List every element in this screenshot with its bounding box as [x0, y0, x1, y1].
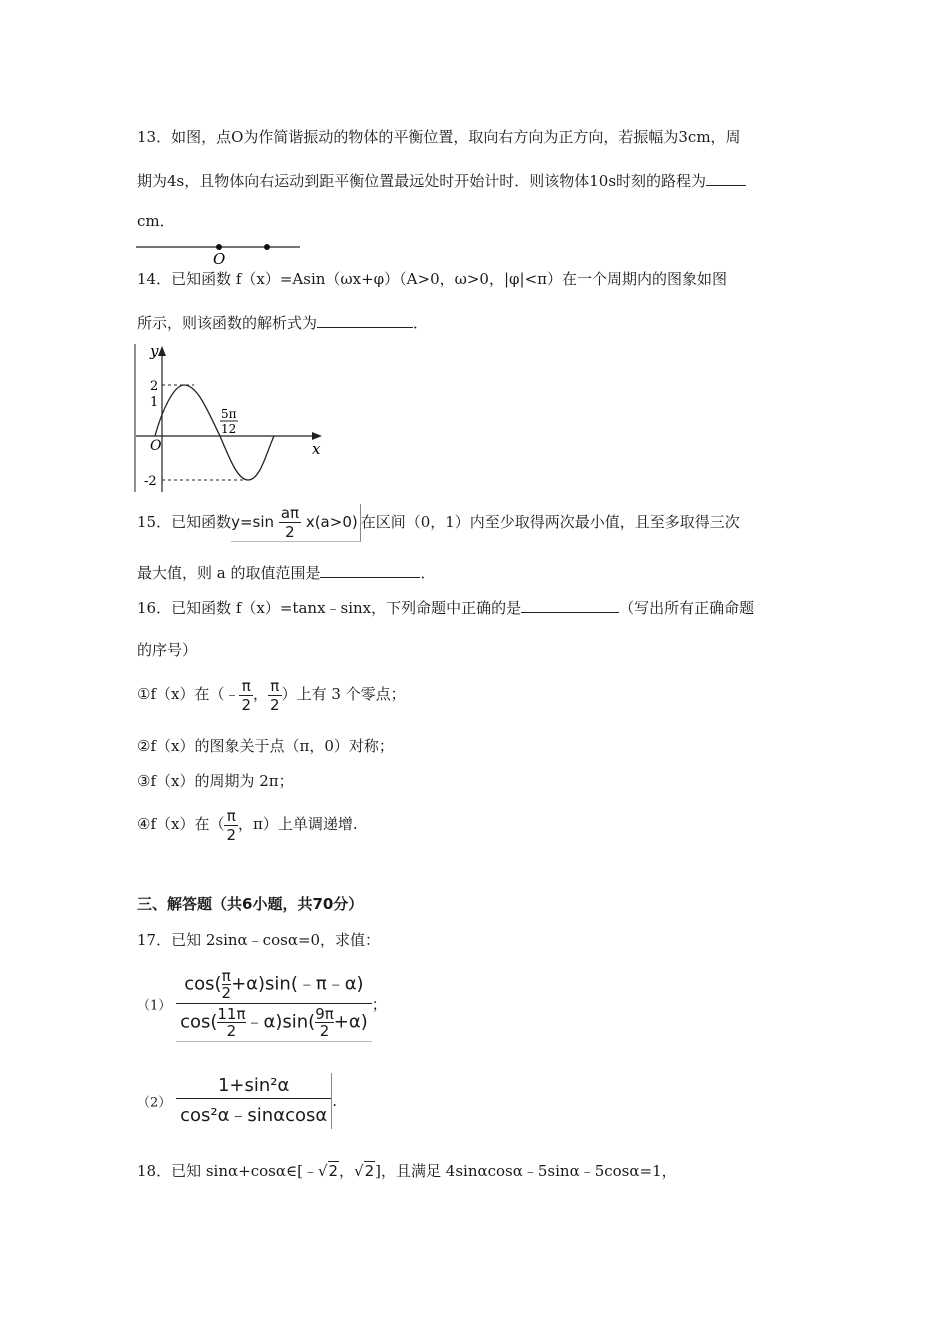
- q16-answer-blank: [521, 598, 619, 613]
- q17-p1-bot-num-2: 9π: [315, 1005, 334, 1023]
- q18-sqrt-1: √2: [317, 1162, 339, 1180]
- q13-answer-blank: [706, 171, 746, 186]
- q16-item-4: [137, 804, 358, 844]
- q16-item-4-pre: ④f（x）在（: [137, 815, 225, 833]
- q14-line-2-end: ．: [413, 314, 429, 332]
- q16-item-1-pre: ①f（x）在（﹣: [137, 685, 240, 703]
- q16-item-1-num-2: π: [268, 677, 282, 696]
- q17-p1-bot-den: 2: [226, 1022, 237, 1040]
- q15-formula-tail: x(a>0): [305, 513, 358, 531]
- q18-pre: 18．已知 sinα+cosα∈[﹣: [137, 1162, 318, 1180]
- q18-sqrt-2-radicand: 2: [364, 1162, 375, 1180]
- q18-sqrt-2: √2: [354, 1162, 375, 1180]
- q15-line-2-end: ．: [420, 564, 436, 582]
- q15-line-2: [137, 562, 436, 584]
- q18-mid: ，: [339, 1162, 355, 1180]
- q17-part-2-label: （2）: [137, 1095, 172, 1111]
- q14-x-axis-label: x: [312, 440, 321, 458]
- q17-p1-bot-b: ﹣α)sin(: [245, 1011, 316, 1033]
- section-3-heading: 三、解答题（共6小题，共70分）: [137, 895, 364, 913]
- q13-origin-label: O: [213, 250, 226, 266]
- q14-sine-graph: [132, 342, 332, 494]
- q15-formula: [231, 504, 361, 542]
- q14-line-1: 14．已知函数 f（x）=Asin（ωx+φ）（A>0，ω>0，|φ|<π）在一个周期内的图象如图: [137, 270, 728, 288]
- q14-line-2: [137, 312, 428, 334]
- q16-item-1-num: π: [239, 677, 253, 696]
- q16-item-1-frac-2: [268, 677, 282, 714]
- q14-y-axis-label: y: [150, 342, 159, 360]
- q16-line-1-tail: （写出所有正确命题: [619, 599, 755, 617]
- q15-answer-blank: [320, 563, 420, 578]
- q13-oscillation-figure: [134, 238, 304, 266]
- q18-sqrt-1-radicand: 2: [328, 1162, 339, 1180]
- q17-part-2-fraction: [176, 1073, 332, 1129]
- q16-item-2: ②f（x）的图象关于点（π，0）对称；: [137, 737, 394, 755]
- q16-item-1: [137, 674, 406, 714]
- q14-origin-label: O: [150, 438, 162, 454]
- q17-p1-top-a: cos(: [184, 973, 222, 995]
- q16-item-1-frac-1: [239, 677, 253, 714]
- q16-item-3: ③f（x）的周期为 2π；: [137, 772, 294, 790]
- q17-part-2: [137, 1073, 337, 1129]
- q13-line-2: [137, 170, 746, 192]
- q18-line-1: [137, 1160, 677, 1182]
- q17-p1-top-num: π: [221, 967, 231, 985]
- q15-suffix: 在区间（0，1）内至少取得两次最小值，且至多取得三次: [360, 513, 740, 531]
- q16-line-1-text: 16．已知函数 f（x）=tanx﹣sinx，下列命题中正确的是: [137, 599, 522, 617]
- q16-item-4-num: π: [224, 807, 238, 826]
- q17-part-1: [137, 966, 387, 1042]
- q17-p1-bot-c: +α): [333, 1011, 368, 1033]
- q17-p1-top-b: +α)sin(﹣π﹣α): [231, 973, 364, 995]
- q17-part-2-end: .: [332, 1092, 338, 1110]
- q17-p1-bot-frac-1: [217, 1006, 245, 1039]
- q16-item-4-frac: [224, 807, 238, 844]
- q16-item-1-mid: ，: [253, 685, 269, 703]
- q15-frac-num: aπ: [280, 504, 300, 522]
- q17-part-1-fraction: [176, 966, 372, 1042]
- q17-p1-bot-frac-2: [315, 1006, 334, 1039]
- q14-answer-blank: [317, 313, 413, 328]
- q16-item-1-post: ）上有 3 个零点；: [281, 685, 406, 703]
- q15-prefix: 15．已知函数: [137, 513, 232, 531]
- q17-p1-bot-a: cos(: [180, 1011, 218, 1033]
- q17-part-1-denominator: [176, 1004, 372, 1041]
- q16-item-4-post: ，π）上单调递增.: [238, 815, 358, 833]
- q14-line-2-text: 所示，则该函数的解析式为: [137, 314, 318, 332]
- q13-line-3: cm．: [137, 212, 175, 230]
- q15-line-1: [137, 504, 740, 542]
- q16-line-2: 的序号）: [137, 641, 198, 659]
- q15-formula-fraction: [279, 504, 301, 541]
- q17-line-1: 17．已知 2sinα﹣cosα=0，求值：: [137, 931, 381, 949]
- q17-p1-bot-den-2: 2: [319, 1022, 330, 1040]
- q17-part-1-label: （1）: [137, 998, 172, 1014]
- q14-tick-neg2: -2: [144, 474, 157, 489]
- q18-post: ]，且满足 4sinαcosα﹣5sinα﹣5cosα=1，: [375, 1162, 677, 1180]
- q14-tick-1: 1: [150, 395, 159, 410]
- q14-x-mark-numerator: 5π: [221, 407, 237, 421]
- q17-part-1-numerator: [176, 966, 372, 1004]
- q13-line-2-text: 期为4s，且物体向右运动到距平衡位置最远处时开始计时．则该物体10s时刻的路程为: [137, 172, 707, 190]
- q17-part-2-denominator: cos²α﹣sinαcosα: [180, 1105, 328, 1126]
- q17-part-1-end: ；: [371, 995, 387, 1014]
- q14-x-mark-denominator: 12: [221, 422, 237, 436]
- q13-line-1: 13．如图，点O为作简谐振动的物体的平衡位置，取向右方向为正方向，若振幅为3cm，周: [137, 128, 741, 146]
- q17-p1-bot-num: 11π: [217, 1005, 246, 1023]
- q17-p1-top-den: 2: [221, 984, 232, 1002]
- q14-tick-2: 2: [150, 379, 159, 394]
- q17-p1-top-frac: [222, 968, 232, 1001]
- q15-frac-den: 2: [285, 523, 295, 541]
- q16-item-1-den-2: 2: [270, 695, 280, 714]
- q16-line-1: [137, 597, 754, 619]
- q16-item-1-den: 2: [241, 695, 252, 714]
- q15-line-2-text: 最大值，则 a 的取值范围是: [137, 564, 321, 582]
- q16-item-4-den: 2: [226, 825, 237, 844]
- q15-formula-y: y=sin: [231, 513, 275, 531]
- q17-part-2-numerator: 1+sin²α: [176, 1073, 331, 1099]
